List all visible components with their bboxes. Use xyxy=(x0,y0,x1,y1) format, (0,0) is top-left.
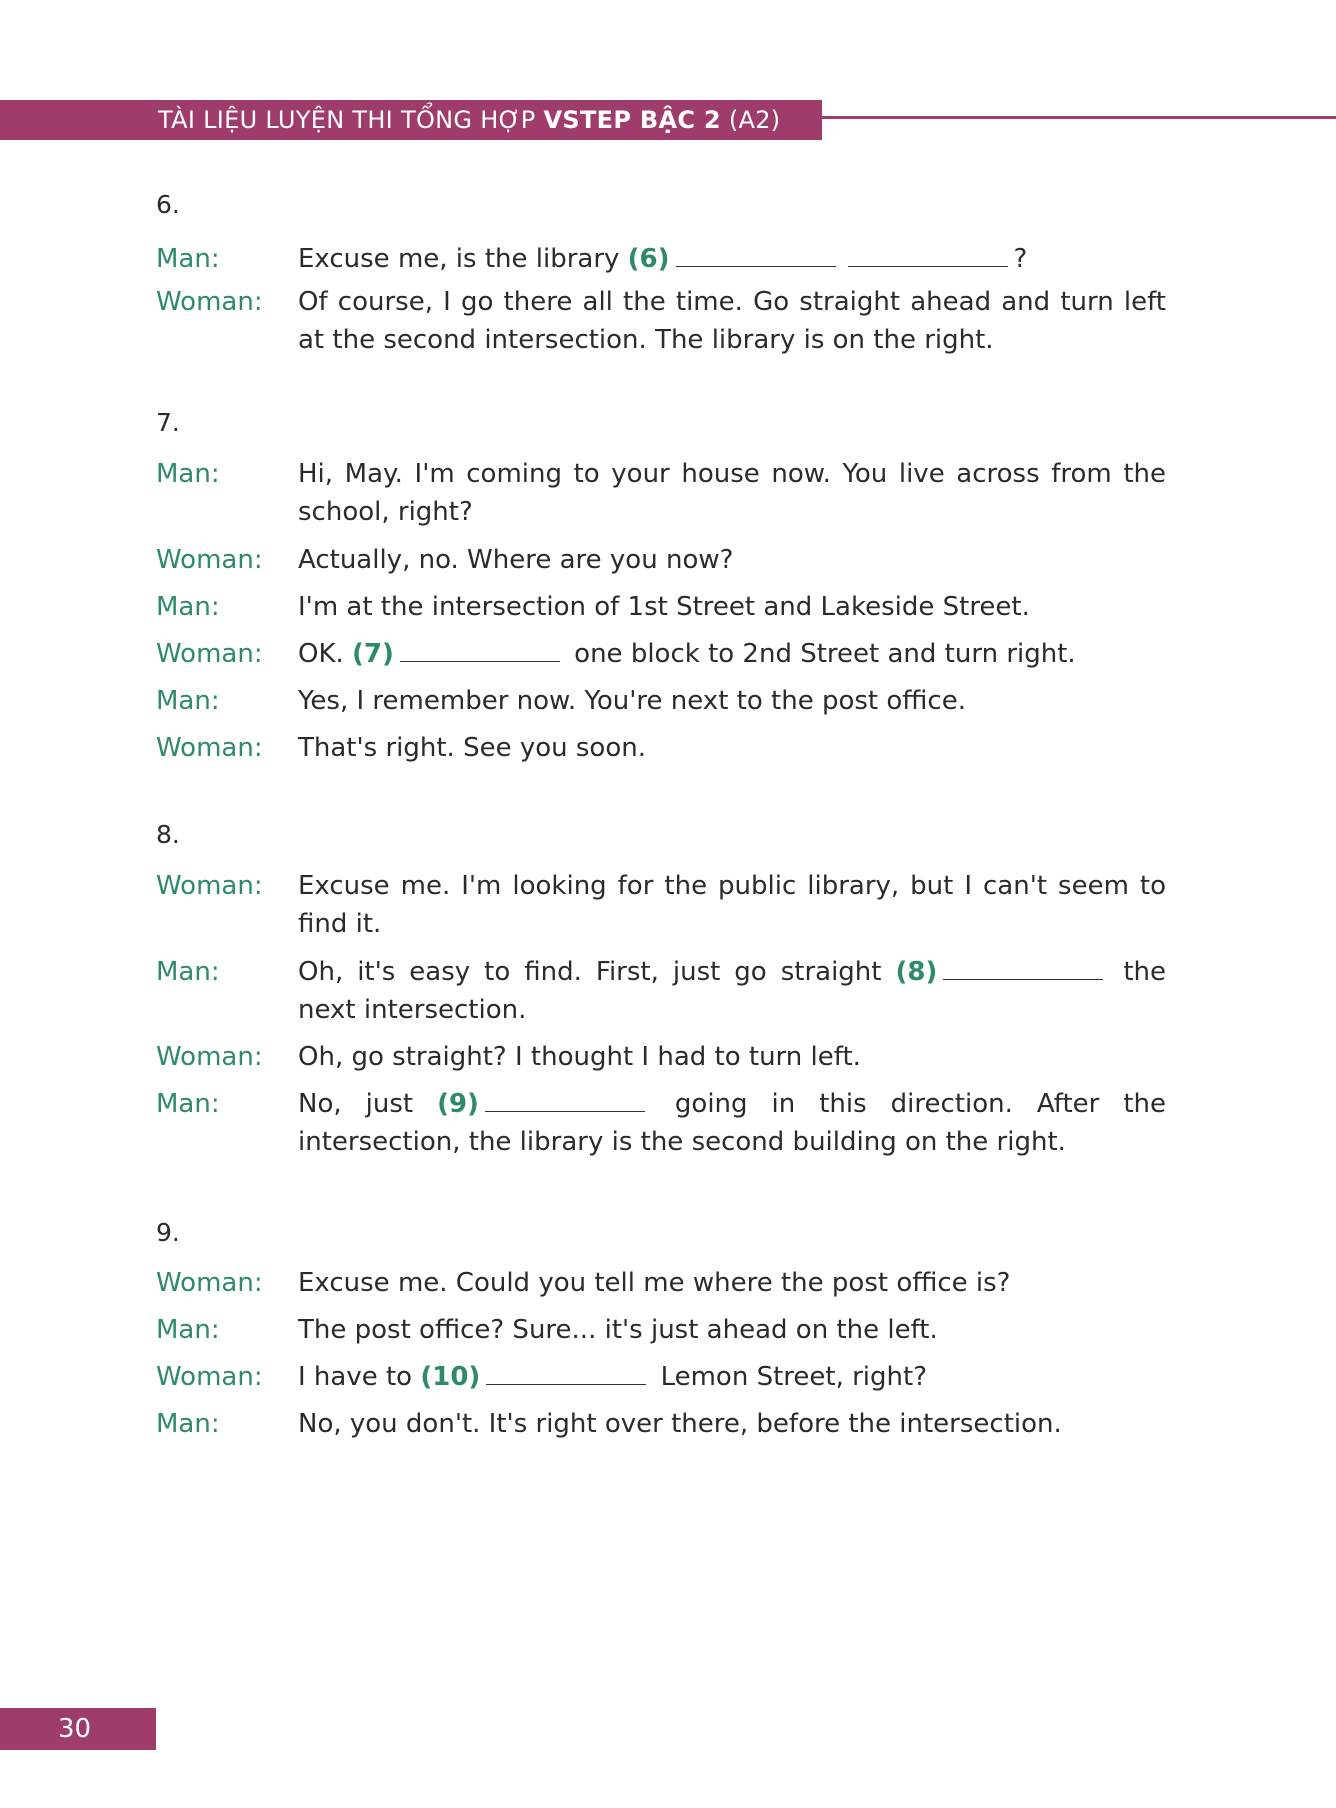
utterance-text: ? xyxy=(1013,244,1028,274)
exercise-number: 9. xyxy=(156,1218,180,1247)
speaker-label: Man: xyxy=(156,1315,220,1345)
dialogue-line xyxy=(156,1405,1166,1443)
exercise-number: 6. xyxy=(156,190,180,219)
speaker-label: Man: xyxy=(156,459,220,489)
utterance xyxy=(298,953,1166,1029)
utterance: Actually, no. Where are you now? xyxy=(298,545,734,575)
header-bar xyxy=(0,100,822,140)
utterance: Oh, go straight? I thought I had to turn left. xyxy=(298,1042,861,1072)
header-title-bold: VSTEP BẬC 2 xyxy=(543,106,721,134)
dialogue-line xyxy=(156,541,1166,579)
blank-number: (9) xyxy=(437,1089,479,1119)
utterance xyxy=(298,1085,1166,1161)
utterance-text: Lemon Street, right? xyxy=(652,1362,928,1392)
utterance-text: I have to xyxy=(298,1362,421,1392)
utterance-text: the next intersection. xyxy=(298,957,1166,1025)
blank-number: (6) xyxy=(627,244,670,274)
dialogue-line xyxy=(156,729,1166,767)
utterance: I'm at the intersection of 1st Street and Lakeside Street. xyxy=(298,592,1030,622)
dialogue-line xyxy=(156,240,1166,278)
utterance: Excuse me. I'm looking for the public library, but I can't seem to find it. xyxy=(298,871,1166,939)
answer-blank[interactable] xyxy=(486,1360,646,1385)
utterance: Yes, I remember now. You're next to the post office. xyxy=(298,686,966,716)
utterance-text: Oh, it's easy to find. First, just go straight xyxy=(298,957,896,987)
answer-blank[interactable] xyxy=(943,955,1103,980)
speaker-label: Man: xyxy=(156,957,220,987)
utterance: The post office? Sure... it's just ahead on the left. xyxy=(298,1315,938,1345)
dialogue-line xyxy=(156,1358,1166,1396)
utterance xyxy=(298,240,1166,278)
speaker-label: Woman: xyxy=(156,733,263,763)
dialogue-line xyxy=(156,867,1166,943)
answer-blank[interactable] xyxy=(676,242,836,267)
dialogue-line xyxy=(156,588,1166,626)
header-title-part2: (A2) xyxy=(720,106,781,134)
utterance-text: OK. xyxy=(298,639,353,669)
blank-number: (8) xyxy=(895,957,938,987)
page-number: 30 xyxy=(58,1714,92,1744)
utterance: No, you don't. It's right over there, before the intersection. xyxy=(298,1409,1062,1439)
speaker-label: Man: xyxy=(156,1409,220,1439)
dialogue-line xyxy=(156,1264,1166,1302)
dialogue-line xyxy=(156,953,1166,1029)
blank-number: (7) xyxy=(352,639,394,669)
utterance: Excuse me. Could you tell me where the post office is? xyxy=(298,1268,1011,1298)
speaker-label: Man: xyxy=(156,686,220,716)
utterance-text: Excuse me, is the library xyxy=(298,244,628,274)
utterance-text: going in this direction. After the intersection, the library is the second building on the right. xyxy=(298,1089,1166,1157)
speaker-label: Woman: xyxy=(156,1362,263,1392)
answer-blank[interactable] xyxy=(485,1087,645,1112)
answer-blank[interactable] xyxy=(848,242,1008,267)
utterance xyxy=(298,635,1166,673)
utterance xyxy=(298,1358,1166,1396)
dialogue-line xyxy=(156,635,1166,673)
utterance: Hi, May. I'm coming to your house now. You live across from the school, right? xyxy=(298,459,1166,527)
exercise-number: 8. xyxy=(156,820,180,849)
page-number-box xyxy=(0,1708,156,1750)
utterance: That's right. See you soon. xyxy=(298,733,646,763)
dialogue-line xyxy=(156,455,1166,531)
dialogue-line xyxy=(156,1038,1166,1076)
header-title-part1: TÀI LIỆU LUYỆN THI TỔNG HỢP xyxy=(158,106,544,134)
speaker-label: Woman: xyxy=(156,1042,263,1072)
speaker-label: Man: xyxy=(156,244,220,274)
dialogue-line xyxy=(156,1085,1166,1161)
answer-blank[interactable] xyxy=(400,637,560,662)
header-rule xyxy=(822,116,1336,119)
utterance-text: No, just xyxy=(298,1089,438,1119)
dialogue-line xyxy=(156,1311,1166,1349)
utterance-text: one block to 2nd Street and turn right. xyxy=(565,639,1076,669)
blank-number: (10) xyxy=(420,1362,481,1392)
speaker-label: Woman: xyxy=(156,545,263,575)
header-title xyxy=(158,106,780,134)
dialogue-line xyxy=(156,682,1166,720)
exercise-number: 7. xyxy=(156,408,180,437)
dialogue-line xyxy=(156,283,1166,359)
utterance: Of course, I go there all the time. Go straight ahead and turn left at the second intersection. The library is on the right. xyxy=(298,287,1166,355)
speaker-label: Woman: xyxy=(156,1268,263,1298)
speaker-label: Woman: xyxy=(156,871,263,901)
speaker-label: Man: xyxy=(156,592,220,622)
speaker-label: Man: xyxy=(156,1089,220,1119)
speaker-label: Woman: xyxy=(156,639,263,669)
speaker-label: Woman: xyxy=(156,287,263,317)
